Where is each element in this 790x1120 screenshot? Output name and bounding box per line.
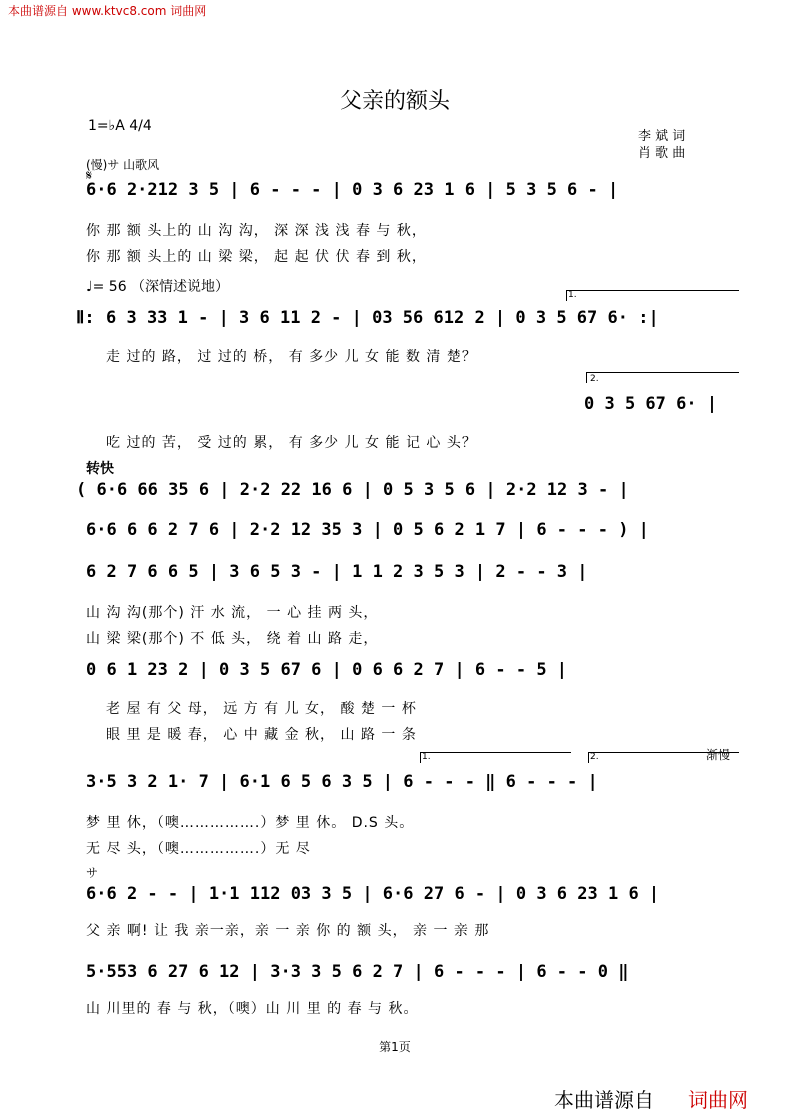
second-ending-number-1: 2. <box>590 374 599 384</box>
lyrics-line-8b: 无 尽 头，（噢…………….）无 尽 <box>86 841 311 857</box>
brand-right: 词曲网 <box>688 1088 748 1112</box>
music-line-1: 6·6 2·212 3 5 | 6 - - - | 0 3 6 23 1 6 | 5 3 5 6 - | <box>86 180 619 200</box>
brand-left: 本曲谱源自 <box>554 1088 654 1112</box>
second-ending-bracket-1 <box>586 372 739 383</box>
first-ending-bracket-1 <box>566 290 739 301</box>
slowing-mark: 渐慢 <box>706 748 731 762</box>
section-label: 转快 <box>86 461 114 477</box>
lyricist: 李 斌 词 <box>638 129 686 144</box>
lyrics-line-9: 父 亲 啊! 让 我 亲一亲，亲 一 亲 你 的 额 头， 亲 一 亲 那 <box>86 923 490 939</box>
lyrics-line-3: 吃 过的 苦， 受 过的 累， 有 多少 儿 女 能 记 心 头？ <box>106 435 477 451</box>
lyrics-line-6a: 山 沟 沟(那个) 汗 水 流， 一 心 挂 两 头， <box>86 605 379 621</box>
music-line-5: 6·6 6 6 2 7 6 | 2·2 12 35 3 | 0 5 6 2 1 7 | 6 - - - ) | <box>86 520 649 540</box>
lyrics-line-8a: 梦 里 休，（噢…………….）梦 里 休。 D.S 头。 <box>86 815 415 831</box>
music-line-9: 6·6 2 - - | 1·1 112 03 3 5 | 6·6 27 6 - | 0 3 6 23 1 6 | <box>86 884 660 904</box>
song-title: 父亲的额头 <box>339 89 450 114</box>
free-tempo-mark: サ <box>86 866 99 880</box>
music-line-7: 0 6 1 23 2 | 0 3 5 67 6 | 0 6 6 2 7 | 6 - - 5 | <box>86 660 568 680</box>
lyrics-line-1a: 你 那 额 头上的 山 沟 沟， 深 深 浅 浅 春 与 秋， <box>86 223 427 239</box>
lyrics-line-7b: 眼 里 是 暖 春， 心 中 藏 金 秋， 山 路 一 条 <box>106 727 417 743</box>
repeat-label: Ⅱ: <box>76 308 95 328</box>
first-ending-number-2: 1. <box>422 752 431 762</box>
site-header: 本曲谱源自 www.ktvc8.com 词曲网 <box>8 4 207 18</box>
lyrics-line-6b: 山 梁 梁(那个) 不 低 头， 绕 着 山 路 走， <box>86 631 379 647</box>
tempo-marking: (慢)サ 山歌风 <box>86 158 160 172</box>
page-number: 第1页 <box>379 1040 411 1054</box>
second-ending-number-2: 2. <box>590 752 599 762</box>
lyrics-line-10: 山 川里的 春 与 秋，（噢）山 川 里 的 春 与 秋。 <box>86 1001 419 1017</box>
music-line-4: ( 6·6 66 35 6 | 2·2 22 16 6 | 0 5 3 5 6 | 2·2 12 3 - | <box>76 480 629 500</box>
music-line-10: 5·553 6 27 6 12 | 3·3 3 5 6 2 7 | 6 - - - | 6 - - 0 ‖ <box>86 962 629 982</box>
lyrics-line-7a: 老 屋 有 父 母， 远 方 有 儿 女， 酸 楚 一 杯 <box>106 701 417 717</box>
tempo-56: ♩= 56 （深情述说地） <box>86 279 230 295</box>
music-line-3: 0 3 5 67 6· | <box>584 394 718 414</box>
music-line-8: 3·5 3 2 1· 7 | 6·1 6 5 6 3 5 | 6 - - - ‖ 6 - - - | <box>86 772 598 792</box>
music-line-6: 6 2 7 6 6 5 | 3 6 5 3 - | 1 1 2 3 5 3 | 2 - - 3 | <box>86 562 588 582</box>
key-signature: 1=♭A 4/4 <box>88 118 152 134</box>
credits <box>638 128 685 162</box>
first-ending-bracket-2 <box>420 752 571 763</box>
segno-sign: 𝄋 <box>86 168 93 184</box>
lyrics-line-1b: 你 那 额 头上的 山 梁 梁， 起 起 伏 伏 春 到 秋， <box>86 249 427 265</box>
lyrics-line-2: 走 过的 路， 过 过的 桥， 有 多少 儿 女 能 数 清 楚？ <box>106 349 477 365</box>
first-ending-number-1: 1. <box>568 290 577 300</box>
composer: 肖 歌 曲 <box>638 146 686 161</box>
music-line-2: 6 3 33 1 - | 3 6 11 2 - | 03 56 612 2 | 0 3 5 67 6· :| <box>106 308 659 328</box>
